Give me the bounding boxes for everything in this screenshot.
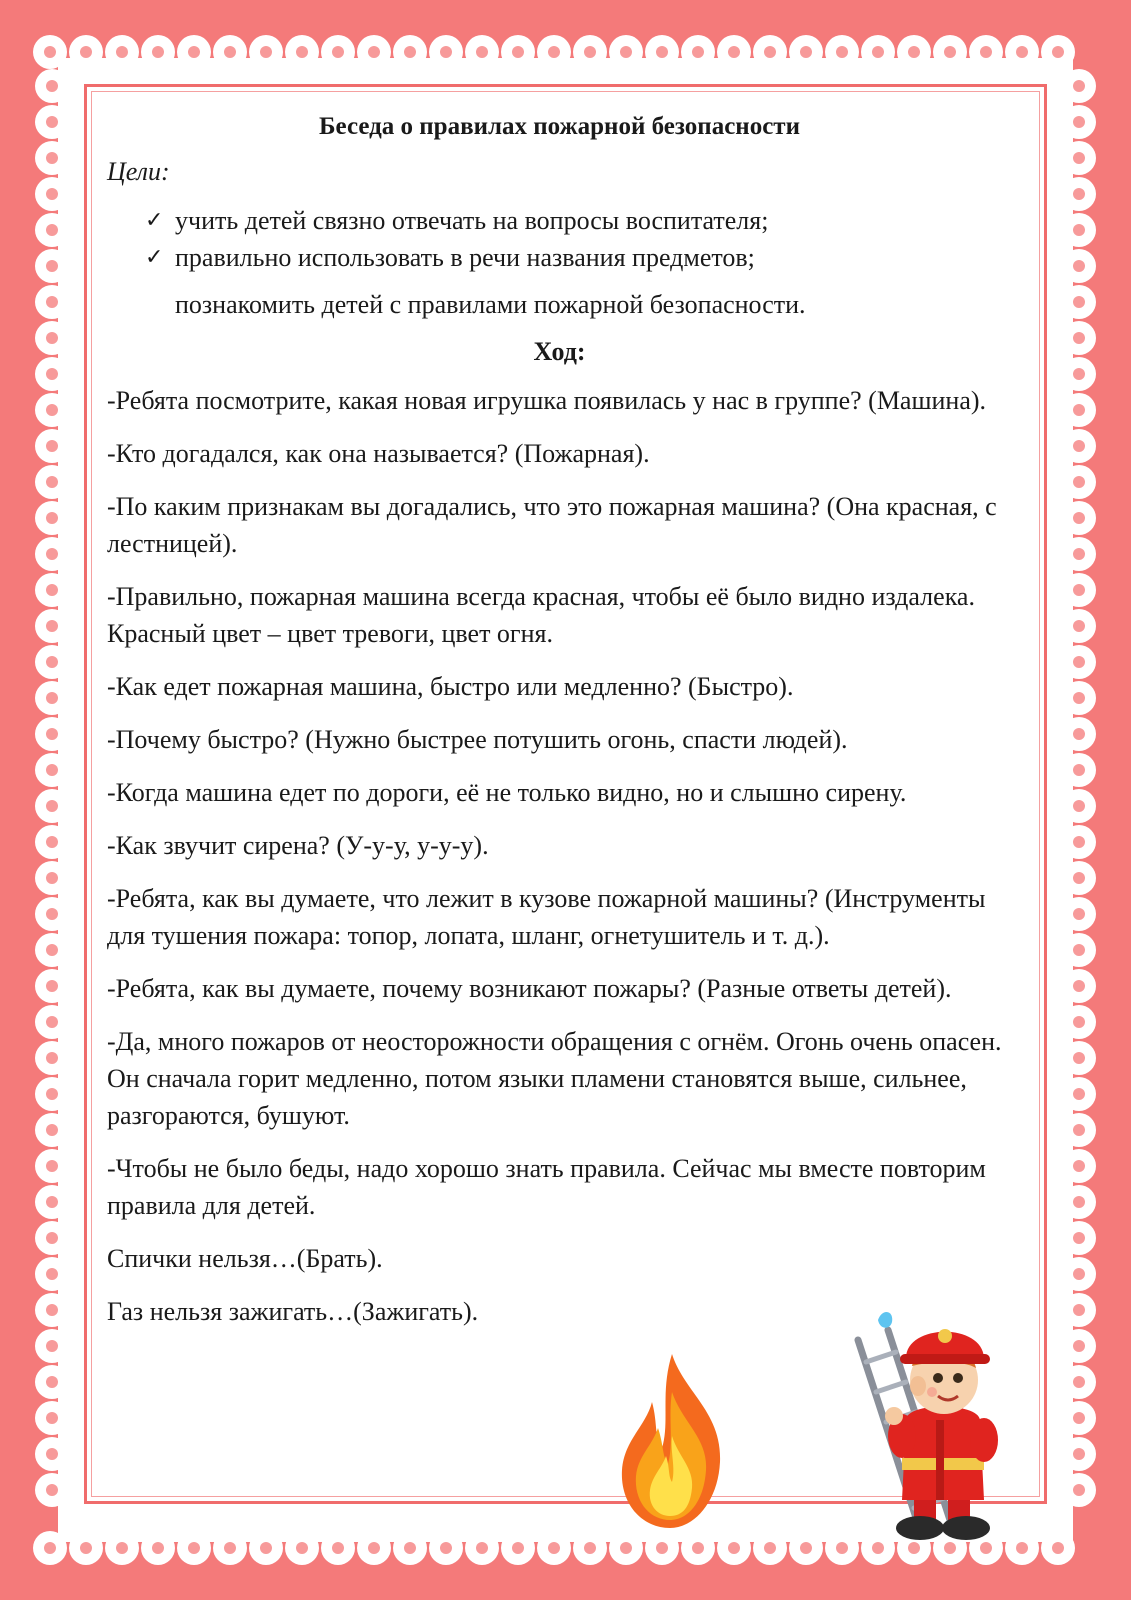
paragraph: -Почему быстро? (Нужно быстрее потушить огонь, спасти людей). bbox=[107, 725, 848, 754]
firefighter-boy-with-ladder-illustration bbox=[848, 1300, 1018, 1550]
paragraph: -Как звучит сирена? (У-у-у, у-у-у). bbox=[107, 831, 489, 860]
paragraph: -Ребята посмотрите, какая новая игрушка появилась у нас в группе? (Машина). bbox=[107, 386, 987, 415]
goal-text: учить детей связно отвечать на вопросы воспитателя; bbox=[175, 206, 769, 235]
paragraph: -Да, много пожаров от неосторожности обращения с огнём. Огонь очень опасен. Он сначала горит медленно, потом языки пламени становятся выше, сильнее, разгораются, бушуют. bbox=[107, 1027, 1002, 1130]
paragraph: -По каким признакам вы догадались, что это пожарная машина? (Она красная, с лестницей). bbox=[107, 492, 997, 558]
paragraph: -Правильно, пожарная машина всегда красная, чтобы её было видно издалека. Красный цвет – цвет тревоги, цвет огня. bbox=[107, 582, 975, 648]
goal-extra-text: познакомить детей с правилами пожарной безопасности. bbox=[175, 290, 806, 319]
document-content bbox=[107, 108, 1012, 1346]
checkmark-icon: ✓ bbox=[145, 208, 164, 233]
paragraph: -Кто догадался, как она называется? (Пожарная). bbox=[107, 439, 650, 468]
flame-illustration bbox=[612, 1352, 732, 1532]
document-title: Беседа о правилах пожарной безопасности bbox=[319, 113, 800, 140]
goals-label: Цели: bbox=[107, 157, 170, 186]
paragraph: -Чтобы не было беды, надо хорошо знать правила. Сейчас мы вместе повторим правила для детей. bbox=[107, 1154, 986, 1220]
paragraph: -Ребята, как вы думаете, почему возникают пожары? (Разные ответы детей). bbox=[107, 974, 952, 1003]
goals-list bbox=[107, 202, 1012, 276]
paragraph: -Ребята, как вы думаете, что лежит в кузове пожарной машины? (Инструменты для тушения пожара: топор, лопата, шланг, огнетушитель и т. д.). bbox=[107, 884, 986, 950]
progress-heading: Ход: bbox=[533, 337, 586, 366]
paragraph: Газ нельзя зажигать…(Зажигать). bbox=[107, 1297, 479, 1326]
goal-item bbox=[145, 202, 1012, 239]
checkmark-icon: ✓ bbox=[145, 245, 164, 270]
paragraph: -Как едет пожарная машина, быстро или медленно? (Быстро). bbox=[107, 672, 794, 701]
goal-item bbox=[145, 239, 1012, 276]
paragraph: Спички нельзя…(Брать). bbox=[107, 1244, 383, 1273]
goal-text: правильно использовать в речи названия предметов; bbox=[175, 243, 755, 272]
paragraph: -Когда машина едет по дороги, её не только видно, но и слышно сирену. bbox=[107, 778, 907, 807]
